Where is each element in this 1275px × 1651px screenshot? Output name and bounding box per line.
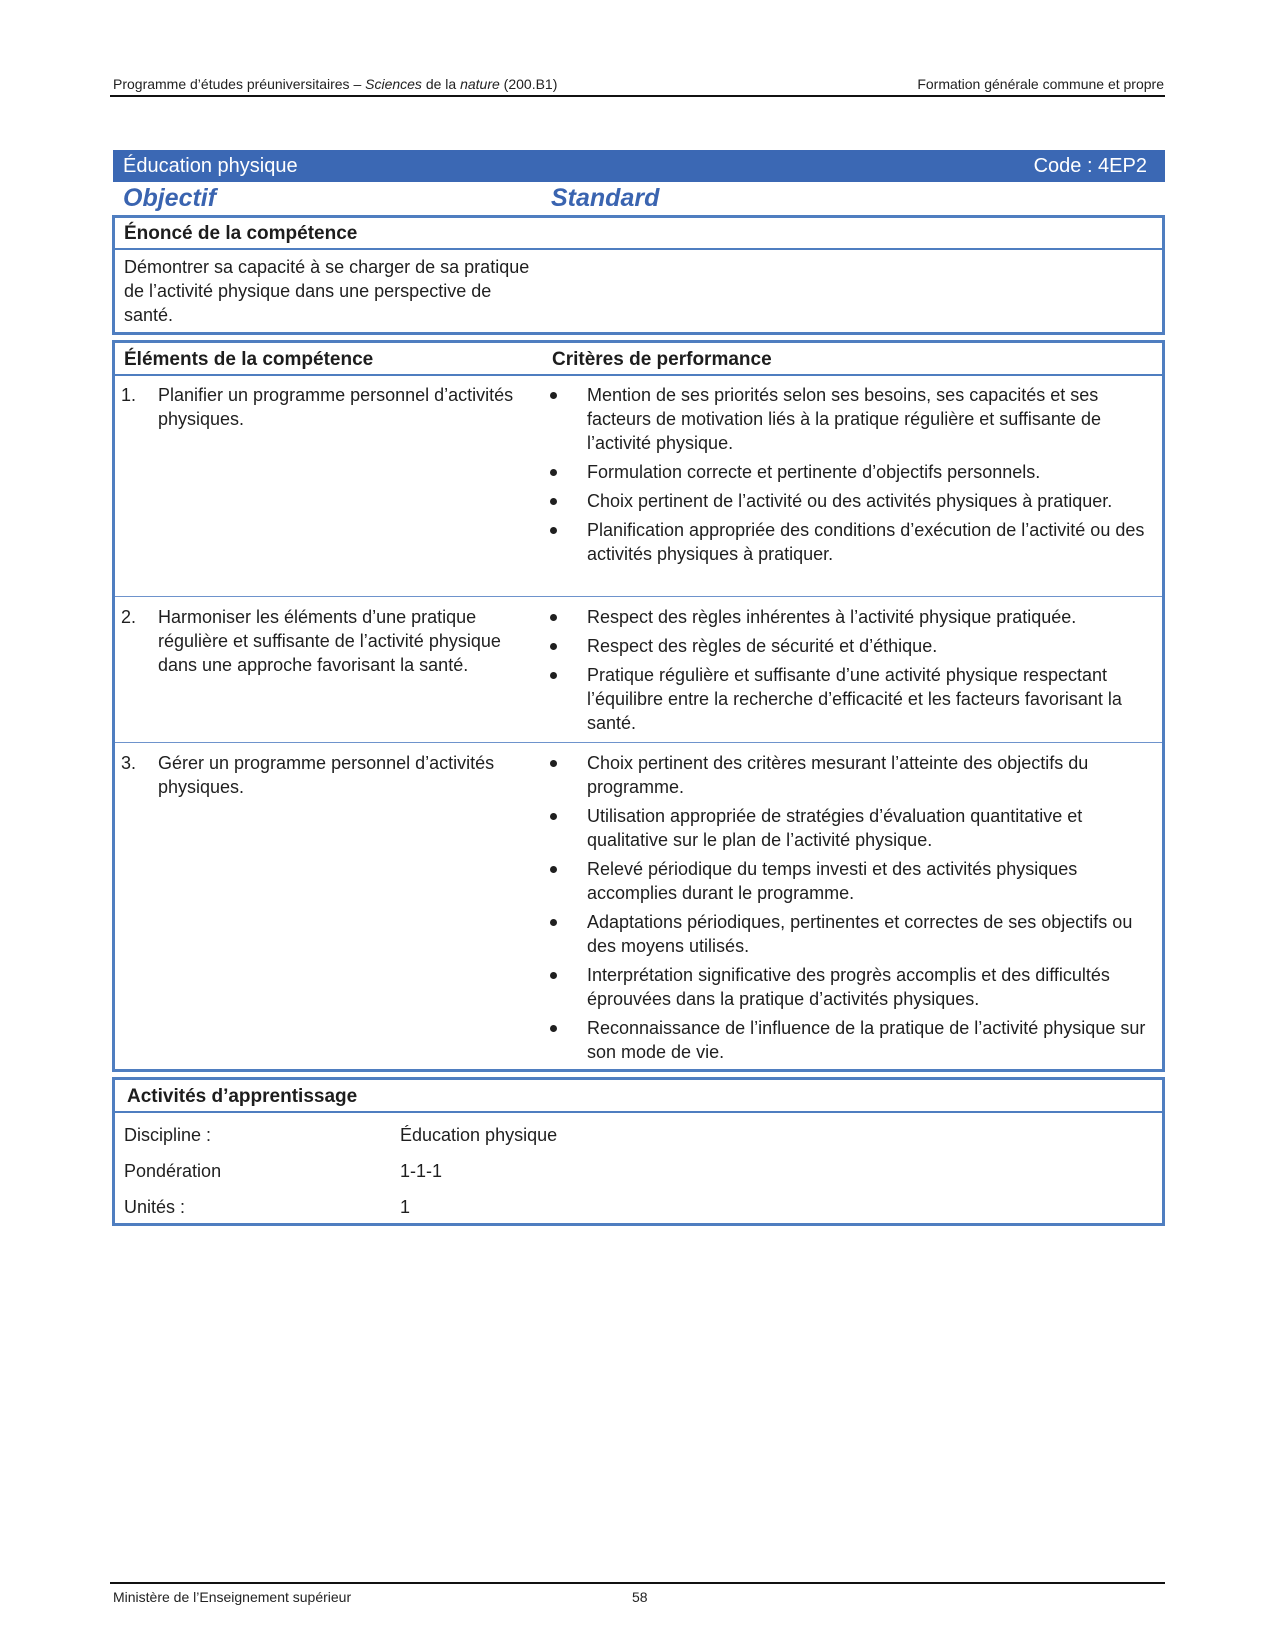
elements-title: Éléments de la compétence bbox=[124, 349, 374, 370]
critere-item bbox=[550, 663, 1155, 735]
critere-text: Choix pertinent de l’activité ou des activités physiques à pratiquer. bbox=[587, 491, 1113, 511]
criteres-list bbox=[550, 605, 1155, 740]
critere-item bbox=[550, 1016, 1155, 1064]
elements-box bbox=[112, 340, 1165, 1072]
row-divider bbox=[115, 742, 1162, 743]
critere-text: Relevé périodique du temps investi et des activités physiques accomplies durant le programme. bbox=[587, 859, 1078, 903]
standard-heading: Standard bbox=[551, 184, 660, 212]
bullet-icon bbox=[550, 760, 557, 767]
critere-item bbox=[550, 605, 1155, 629]
row-divider bbox=[115, 596, 1162, 597]
header-prefix: Programme d’études préuniversitaires – bbox=[113, 76, 366, 92]
enonce-divider bbox=[115, 248, 1162, 250]
header-mid: de la bbox=[421, 76, 461, 92]
activites-divider bbox=[115, 1111, 1162, 1113]
bullet-icon bbox=[550, 866, 557, 873]
bullet-icon bbox=[550, 643, 557, 650]
critere-item bbox=[550, 383, 1155, 455]
activites-box bbox=[112, 1077, 1165, 1226]
unites-label: Unités : bbox=[124, 1197, 186, 1217]
critere-text: Pratique régulière et suffisante d’une activité physique respectant l’équilibre entre la recherche d’efficacité et les facteurs favorisant la santé. bbox=[587, 665, 1122, 733]
footer-ministry: Ministère de l’Enseignement supérieur bbox=[113, 1589, 352, 1605]
bullet-icon bbox=[550, 813, 557, 820]
elements-divider bbox=[115, 374, 1162, 376]
ponderation-label: Pondération bbox=[124, 1161, 222, 1181]
critere-item bbox=[550, 634, 1155, 658]
bullet-icon bbox=[550, 919, 557, 926]
critere-item bbox=[550, 804, 1155, 852]
bullet-icon bbox=[550, 972, 557, 979]
header-rule bbox=[110, 95, 1165, 97]
header-suffix: (200.B1) bbox=[499, 76, 558, 92]
header-italic-nature: nature bbox=[460, 76, 500, 92]
critere-text: Respect des règles de sécurité et d’éthique. bbox=[587, 636, 938, 656]
critere-item bbox=[550, 963, 1155, 1011]
critere-item bbox=[550, 518, 1155, 566]
element-text: Planifier un programme personnel d’activités physiques. bbox=[158, 385, 514, 429]
critere-item bbox=[550, 489, 1155, 513]
bullet-icon bbox=[550, 392, 557, 399]
critere-text: Choix pertinent des critères mesurant l’atteinte des objectifs du programme. bbox=[587, 753, 1089, 797]
critere-text: Planification appropriée des conditions d’exécution de l’activité ou des activités physiques à pratiquer. bbox=[587, 520, 1145, 564]
running-header-right: Formation générale commune et propre bbox=[917, 76, 1164, 92]
title-band bbox=[113, 150, 1165, 182]
running-header-left bbox=[113, 76, 557, 92]
bullet-icon bbox=[550, 527, 557, 534]
bullet-icon bbox=[550, 498, 557, 505]
element-number: 1. bbox=[121, 385, 137, 405]
enonce-title: Énoncé de la compétence bbox=[124, 223, 358, 244]
header-italic-sciences: Sciences bbox=[365, 76, 422, 92]
element-number: 3. bbox=[121, 753, 137, 773]
activites-title: Activités d’apprentissage bbox=[127, 1086, 358, 1107]
element-text: Harmoniser les éléments d’une pratique régulière et suffisante de l’activité physique dans une approche favorisant la santé. bbox=[158, 607, 501, 675]
discipline-label: Discipline : bbox=[124, 1125, 212, 1145]
footer-rule bbox=[110, 1582, 1165, 1584]
bullet-icon bbox=[550, 614, 557, 621]
critere-text: Formulation correcte et pertinente d’objectifs personnels. bbox=[587, 462, 1041, 482]
critere-text: Mention de ses priorités selon ses besoins, ses capacités et ses facteurs de motivation liés à la pratique régulière et suffisante de l’activité physique. bbox=[587, 385, 1101, 453]
critere-item bbox=[550, 910, 1155, 958]
bullet-icon bbox=[550, 1025, 557, 1032]
element-number: 2. bbox=[121, 607, 137, 627]
unites-value: 1 bbox=[400, 1197, 411, 1217]
critere-item bbox=[550, 857, 1155, 905]
criteres-list bbox=[550, 751, 1155, 1069]
bullet-icon bbox=[550, 469, 557, 476]
critere-text: Adaptations périodiques, pertinentes et correctes de ses objectifs ou des moyens utilisés. bbox=[587, 912, 1133, 956]
critere-text: Reconnaissance de l’influence de la pratique de l’activité physique sur son mode de vie. bbox=[587, 1018, 1146, 1062]
critere-text: Respect des règles inhérentes à l’activité physique pratiquée. bbox=[587, 607, 1077, 627]
critere-item bbox=[550, 751, 1155, 799]
bullet-icon bbox=[550, 672, 557, 679]
enonce-box bbox=[112, 215, 1165, 335]
critere-text: Interprétation significative des progrès accomplis et des difficultés éprouvées dans la pratique d’activités physiques. bbox=[587, 965, 1110, 1009]
discipline-value: Éducation physique bbox=[400, 1125, 558, 1145]
enonce-text: Démontrer sa capacité à se charger de sa pratique de l’activité physique dans une perspective de santé. bbox=[124, 257, 530, 325]
criteres-title: Critères de performance bbox=[552, 349, 772, 370]
title-discipline: Éducation physique bbox=[123, 154, 298, 177]
ponderation-value: 1-1-1 bbox=[400, 1161, 443, 1181]
objectif-heading: Objectif bbox=[123, 184, 217, 212]
criteres-list bbox=[550, 383, 1155, 571]
critere-item bbox=[550, 460, 1155, 484]
element-text: Gérer un programme personnel d’activités physiques. bbox=[158, 753, 495, 797]
critere-text: Utilisation appropriée de stratégies d’évaluation quantitative et qualitative sur le plan de l’activité physique. bbox=[587, 806, 1083, 850]
title-code: Code : 4EP2 bbox=[1033, 154, 1147, 177]
page-number: 58 bbox=[632, 1589, 648, 1605]
